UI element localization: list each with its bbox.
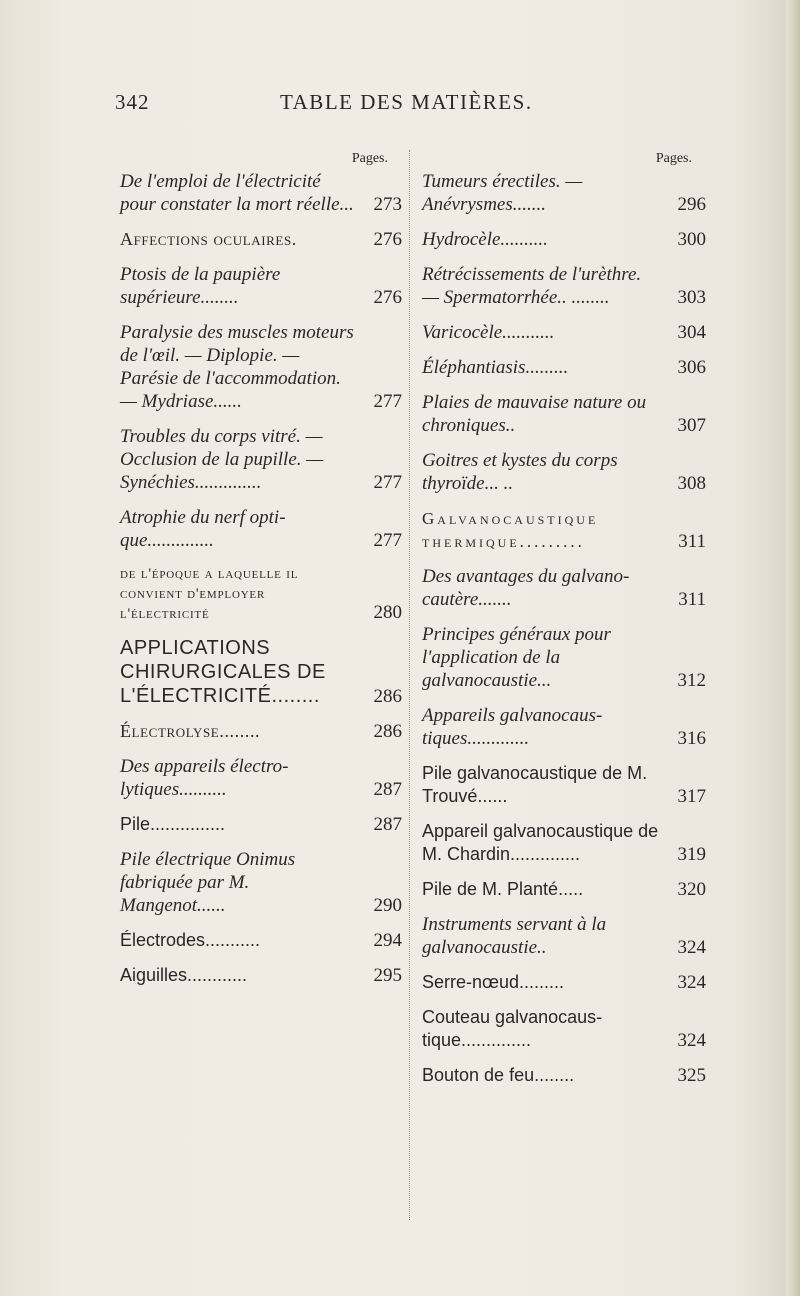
toc-entry-page: 276	[373, 229, 402, 250]
toc-entry	[422, 565, 706, 611]
toc-entry-title: Électrolyse........	[120, 721, 261, 741]
toc-entry	[120, 755, 402, 801]
toc-entry	[120, 929, 402, 952]
toc-entry-title: Appareils galvanocaustiques.............	[422, 705, 603, 749]
page-title: TABLE DES MATIÈRES.	[280, 90, 533, 114]
page-edge	[786, 0, 800, 1296]
toc-entry	[120, 170, 402, 216]
toc-entry-page: 277	[373, 391, 402, 412]
toc-entry-page: 273	[373, 194, 402, 215]
toc-entry-page: 286	[373, 721, 402, 742]
pages-label-right: Pages.	[655, 151, 692, 166]
toc-entry-page: 324	[677, 972, 706, 993]
toc-entry-title: Hydrocèle..........	[422, 229, 548, 250]
toc-entry-page: 325	[677, 1065, 706, 1086]
toc-entry	[422, 762, 706, 808]
toc-entry	[120, 813, 402, 836]
toc-entry-page: 307	[677, 415, 706, 436]
toc-entry-title: Affections oculaires.	[120, 229, 297, 249]
toc-entry-title: APPLICATIONS CHIRURGICALES DE L'ÉLECTRICITÉ........	[120, 637, 326, 707]
toc-entry	[422, 820, 706, 866]
toc-entry	[422, 704, 706, 750]
page-number: 342	[115, 90, 150, 114]
toc-entry-page: 287	[373, 779, 402, 800]
toc-entry	[120, 263, 402, 309]
running-head	[115, 90, 675, 120]
toc-entry-page: 303	[677, 287, 706, 308]
toc-entry-page: 290	[373, 895, 402, 916]
toc-entry-title: Atrophie du nerf optique..............	[120, 507, 286, 551]
toc-entry-title: Aiguilles............	[120, 965, 248, 985]
toc-entry-page: 287	[373, 814, 402, 835]
toc-entry	[422, 356, 706, 379]
toc-entry	[422, 971, 706, 994]
toc-entry-page: 311	[678, 589, 706, 610]
toc-entry-page: 306	[677, 357, 706, 378]
toc-entry	[422, 391, 706, 437]
toc-entry-page: 304	[677, 322, 706, 343]
toc-entry	[422, 263, 706, 309]
toc-entry-title: Pile...............	[120, 814, 226, 834]
toc-entry-page: 316	[677, 728, 706, 749]
toc-entry-page: 312	[677, 670, 706, 691]
toc-entry-page: 319	[677, 844, 706, 865]
pages-label-left: Pages.	[351, 151, 388, 166]
toc-entry	[422, 228, 706, 251]
toc-entry	[422, 170, 706, 216]
toc-entry-title: Paralysie des muscles moteurs de l'œil. — Diplopie. — Parésie de l'accommodation. — Mydriase......	[120, 322, 354, 412]
left-column	[120, 150, 402, 999]
toc-entry	[422, 321, 706, 344]
toc-entry-page: 294	[373, 930, 402, 951]
toc-entry-page: 277	[373, 472, 402, 493]
toc-entry-title: Des appareils électrolytiques..........	[120, 756, 289, 800]
toc-entry-page: 311	[678, 531, 706, 552]
toc-entry-page: 280	[373, 602, 402, 623]
toc-entry	[422, 913, 706, 959]
toc-entry-title: Plaies de mauvaise nature ou chroniques..	[422, 392, 647, 436]
toc-entry	[120, 321, 402, 413]
toc-entry-title: Serre-nœud.........	[422, 972, 565, 992]
toc-entry	[422, 1064, 706, 1087]
toc-entry	[422, 878, 706, 901]
column-divider	[409, 150, 410, 1220]
toc-entry	[120, 964, 402, 987]
toc-entry	[120, 506, 402, 552]
toc-entry	[422, 449, 706, 495]
toc-entry-title: de l'époque a laquelle il convient d'employer l'électricité	[120, 566, 299, 622]
toc-entry-page: 296	[677, 194, 706, 215]
toc-entry-title: Pile de M. Planté.....	[422, 879, 584, 899]
toc-entry-page: 300	[677, 229, 706, 250]
toc-entry	[422, 1006, 706, 1052]
toc-entry	[422, 623, 706, 692]
toc-entry-page: 317	[677, 786, 706, 807]
toc-entry-title: Goitres et kystes du corps thyroïde... ..	[422, 450, 618, 494]
toc-entry-page: 324	[677, 937, 706, 958]
toc-entry-title: Galvanocaustique thermique.........	[422, 509, 599, 551]
toc-entry-page: 308	[677, 473, 706, 494]
toc-entry-page: 324	[677, 1030, 706, 1051]
toc-entry	[120, 848, 402, 917]
toc-entry-title: Bouton de feu........	[422, 1065, 575, 1085]
toc-entry-title: De l'emploi de l'électricité pour constater la mort réelle...	[120, 171, 354, 215]
toc-entry-title: Varicocèle...........	[422, 322, 555, 343]
toc-entry	[120, 228, 402, 251]
toc-entry-title: Rétrécissements de l'urèthre. — Spermatorrhée.. ........	[422, 264, 642, 308]
toc-entry-title: Troubles du corps vitré. — Occlusion de la pupille. — Synéchies..............	[120, 426, 324, 493]
toc-entry-page: 277	[373, 530, 402, 551]
toc-entry	[120, 636, 402, 708]
toc-entry-title: Des avantages du galvano-cautère.......	[422, 566, 630, 610]
toc-entry	[120, 425, 402, 494]
toc-entry-title: Appareil galvanocaustique de M. Chardin..............	[422, 821, 659, 864]
toc-entry-title: Couteau galvanocaustique..............	[422, 1007, 603, 1050]
toc-entry-title: Pile galvanocaustique de M. Trouvé......	[422, 763, 648, 806]
toc-entry	[422, 507, 706, 553]
toc-entry-title: Instruments servant à la galvanocaustie..	[422, 914, 607, 958]
toc-entry-title: Principes généraux pour l'application de la galvanocaustie...	[422, 624, 611, 691]
toc-entry-title: Éléphantiasis.........	[422, 357, 569, 378]
right-column	[422, 150, 706, 1099]
toc-entry	[120, 564, 402, 624]
toc-entry-title: Électrodes...........	[120, 930, 261, 950]
toc-entry-page: 286	[373, 686, 402, 707]
toc-entry	[120, 720, 402, 743]
toc-entry-title: Ptosis de la paupière supérieure........	[120, 264, 281, 308]
toc-entry-page: 295	[373, 965, 402, 986]
toc-entry-page: 276	[373, 287, 402, 308]
toc-entry-page: 320	[677, 879, 706, 900]
toc-entry-title: Pile électrique Onimus fabriquée par M. Mangenot......	[120, 849, 296, 916]
toc-entry-title: Tumeurs érectiles. — Anévrysmes.......	[422, 171, 583, 215]
